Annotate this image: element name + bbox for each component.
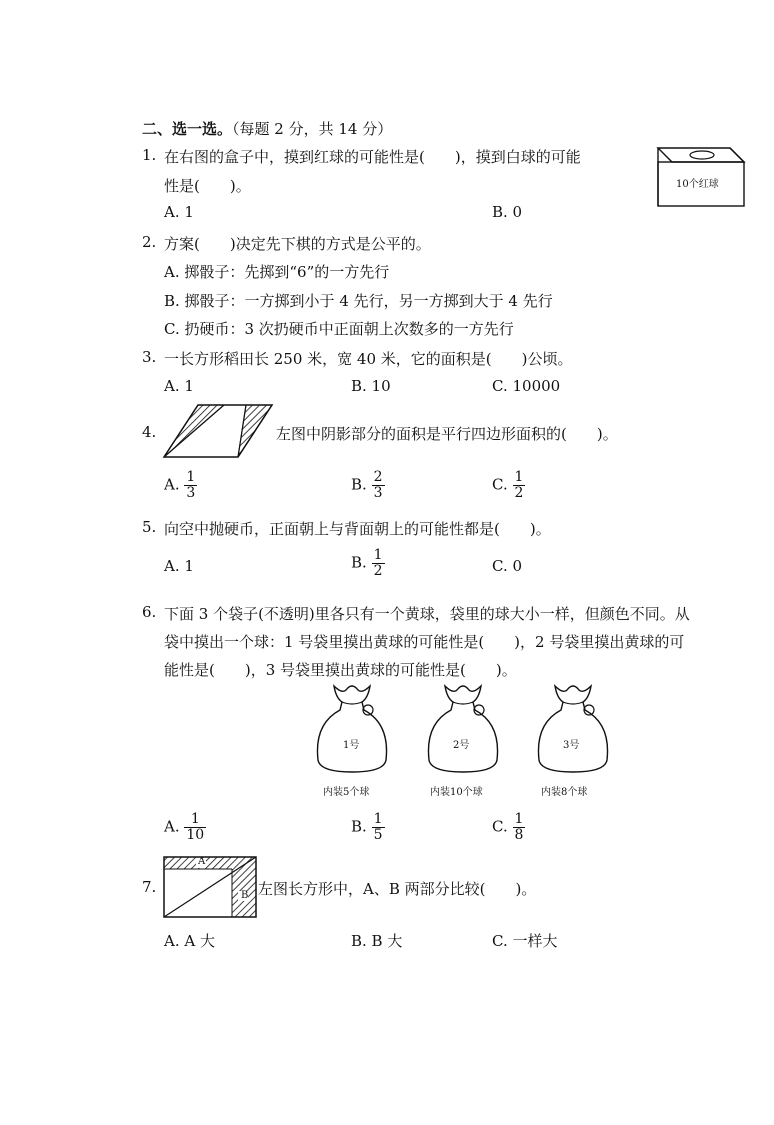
q6-option-a-denominator: 10 <box>186 827 205 843</box>
q4-text: 左图中阴影部分的面积是平行四边形面积的( )。 <box>276 425 618 443</box>
q4-option-c-denominator: 2 <box>514 485 524 501</box>
q5-option-b-letter: B. <box>351 553 367 572</box>
q4-option-a-fraction <box>184 470 197 501</box>
q5-option-b <box>351 548 385 579</box>
q4-option-a <box>164 470 197 501</box>
q2-option-a: A. 掷骰子：先掷到“6”的一方先行 <box>164 263 390 281</box>
q4-option-a-denominator: 3 <box>186 485 196 501</box>
q6-bag-2-caption: 内装10个球 <box>430 787 483 798</box>
q6-bag-3-caption: 内装8个球 <box>541 787 588 798</box>
q3-option-a: A. 1 <box>164 377 194 395</box>
q1-line1: 在右图的盒子中，摸到红球的可能性是( )，摸到白球的可能 <box>164 148 581 166</box>
section-header <box>142 118 392 139</box>
q4-option-c <box>492 470 525 501</box>
q3-text: 一长方形稻田长 250 米，宽 40 米，它的面积是( )公顷。 <box>164 350 573 368</box>
q5-option-b-fraction <box>372 548 385 579</box>
q4-option-b-letter: B. <box>351 475 367 494</box>
q3-number: 3. <box>142 348 157 366</box>
section-note: （每题 2 分，共 14 分） <box>232 120 393 138</box>
q6-bag-2-label: 2号 <box>453 740 470 751</box>
q1-box-label: 10个红球 <box>676 179 719 190</box>
q6-bag-3 <box>533 680 613 775</box>
q1-option-a: A. 1 <box>164 203 194 221</box>
q4-option-b-fraction <box>372 470 385 501</box>
q6-line3: 能性是( )，3 号袋里摸出黄球的可能性是( )。 <box>164 661 517 679</box>
q7-label-b: B <box>241 890 249 901</box>
q5-option-b-numerator: 1 <box>373 547 383 563</box>
q4-option-a-numerator: 1 <box>186 469 196 485</box>
q7-text: 左图长方形中，A、B 两部分比较( )。 <box>258 880 537 898</box>
q6-option-b-denominator: 5 <box>373 827 383 843</box>
q6-bag-1-label: 1号 <box>343 740 360 751</box>
q6-option-c-denominator: 8 <box>514 827 524 843</box>
q4-option-b-numerator: 2 <box>373 469 383 485</box>
q7-option-b: B. B 大 <box>351 932 403 950</box>
q4-number: 4. <box>142 423 157 441</box>
q4-parallelogram-figure <box>162 403 274 459</box>
q5-option-b-denominator: 2 <box>373 563 383 579</box>
q6-bag-1 <box>312 680 392 775</box>
q7-number: 7. <box>142 878 157 896</box>
q6-option-c-fraction <box>513 812 526 843</box>
q3-option-b: B. 10 <box>351 377 391 395</box>
q1-option-b: B. 0 <box>492 203 523 221</box>
q4-option-b-denominator: 3 <box>373 485 383 501</box>
q3-option-c: C. 10000 <box>492 377 561 395</box>
q6-number: 6. <box>142 603 157 621</box>
q2-option-c: C. 扔硬币：3 次扔硬币中正面朝上次数多的一方先行 <box>164 320 514 338</box>
q6-bag-2 <box>423 680 503 775</box>
q6-option-b-fraction <box>372 812 385 843</box>
q7-rectangle-figure <box>162 855 258 919</box>
q2-option-b: B. 掷骰子：一方掷到小于 4 先行，另一方掷到大于 4 先行 <box>164 292 553 310</box>
q6-option-c-letter: C. <box>492 817 508 836</box>
q5-option-c: C. 0 <box>492 557 523 575</box>
q2-number: 2. <box>142 233 157 251</box>
section-title: 二、选一选。 <box>142 120 233 138</box>
q6-option-b <box>351 812 385 843</box>
q7-option-c: C. 一样大 <box>492 932 558 950</box>
q7-option-a: A. A 大 <box>164 932 215 950</box>
q6-option-c-numerator: 1 <box>514 811 524 827</box>
q1-number: 1. <box>142 146 157 164</box>
q6-line2: 袋中摸出一个球：1 号袋里摸出黄球的可能性是( )，2 号袋里摸出黄球的可 <box>164 633 685 651</box>
q5-number: 5. <box>142 518 157 536</box>
q6-option-a-letter: A. <box>164 817 180 836</box>
q6-option-b-letter: B. <box>351 817 367 836</box>
q7-label-a: A <box>198 856 206 867</box>
q6-option-a-fraction <box>184 812 206 843</box>
q6-option-b-numerator: 1 <box>373 811 383 827</box>
q1-line2: 性是( )。 <box>164 177 251 195</box>
q6-bag-3-label: 3号 <box>563 740 580 751</box>
q6-option-c <box>492 812 525 843</box>
q4-option-c-letter: C. <box>492 475 508 494</box>
q6-line1: 下面 3 个袋子(不透明)里各只有一个黄球，袋里的球大小一样，但颜色不同。从 <box>164 605 690 623</box>
q6-option-a <box>164 812 206 843</box>
q4-option-a-letter: A. <box>164 475 180 494</box>
q6-bag-1-caption: 内装5个球 <box>323 787 370 798</box>
q4-option-c-fraction <box>513 470 526 501</box>
q4-option-b <box>351 470 385 501</box>
q4-option-c-numerator: 1 <box>514 469 524 485</box>
q5-option-a: A. 1 <box>164 557 194 575</box>
q2-text: 方案( )决定先下棋的方式是公平的。 <box>164 235 431 253</box>
q6-option-a-numerator: 1 <box>184 812 206 828</box>
q5-text: 向空中抛硬币，正面朝上与背面朝上的可能性都是( )。 <box>164 520 551 538</box>
